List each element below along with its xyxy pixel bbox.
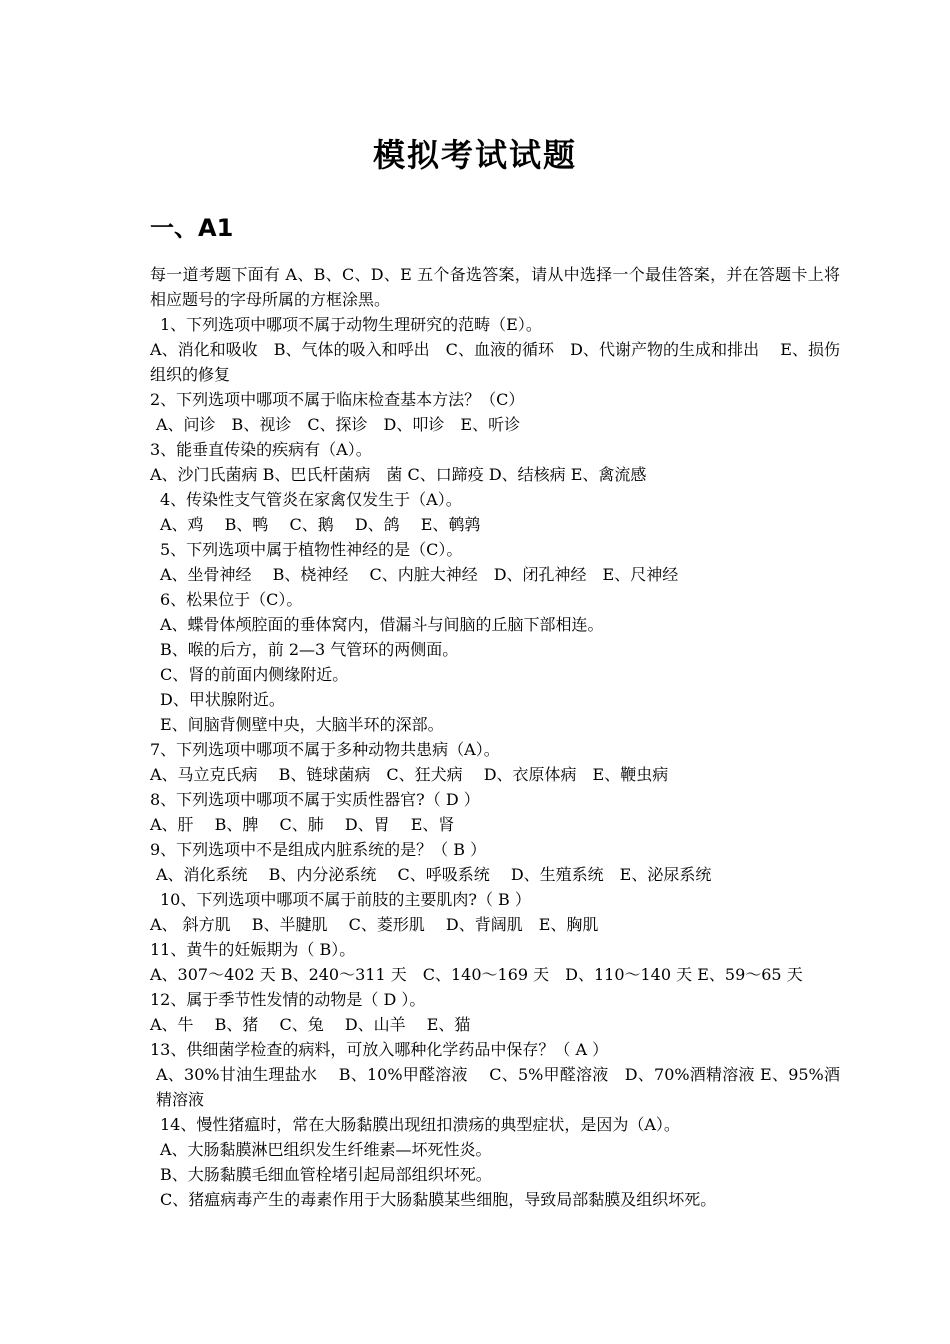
options-2: A、问诊 B、视诊 C、探诊 D、叩诊 E、听诊 <box>156 415 521 434</box>
option-6b: B、喉的后方，前 2—3 气管环的两侧面。 <box>160 640 459 659</box>
question-14: 14、慢性猪瘟时，常在大肠黏膜出现纽扣溃疡的典型症状，是因为（A）。 <box>160 1115 680 1134</box>
question-8: 8、下列选项中哪项不属于实质性器官?（ D ） <box>150 790 480 809</box>
question-10: 10、下列选项中哪项不属于前肢的主要肌肉?（ B ） <box>160 890 531 909</box>
instructions: 每一道考题下面有 A、B、C、D、E 五个备选答案，请从中选择一个最佳答案，并在答题卡上将相应题号的字母所属的方框涂黑。 <box>150 265 840 309</box>
question-4: 4、传染性支气管炎在家禽仅发生于（A）。 <box>160 490 462 509</box>
page-title: 模拟考试试题 <box>372 136 577 174</box>
question-3: 3、能垂直传染的疾病有（A）。 <box>150 440 372 459</box>
options-1: A、消化和吸收 B、气体的吸入和呼出 C、血液的循环 D、代谢产物的生成和排出 E、损伤组织的修复 <box>150 340 840 384</box>
options-3: A、沙门氏菌病 B、巴氏杆菌病 菌 C、口蹄疫 D、结核病 E、禽流感 <box>150 465 647 484</box>
question-9: 9、下列选项中不是组成内脏系统的是？（ B ） <box>150 840 487 859</box>
option-6c: C、肾的前面内侧缘附近。 <box>160 665 349 684</box>
options-4: A、鸡 B、鸭 C、鹅 D、鸽 E、鹌鹑 <box>160 515 481 534</box>
question-2: 2、下列选项中哪项不属于临床检查基本方法？（C） <box>150 390 525 409</box>
question-body <box>114 262 840 1212</box>
options-8: A、肝 B、脾 C、肺 D、胃 E、肾 <box>150 815 455 834</box>
option-6e: E、间脑背侧壁中央，大脑半环的深部。 <box>160 715 444 734</box>
option-6a: A、蝶骨体颅腔面的垂体窝内，借漏斗与间脑的丘脑下部相连。 <box>160 615 604 634</box>
question-13: 13、供细菌学检查的病料，可放入哪种化学药品中保存？（ A ） <box>150 1040 609 1059</box>
section-heading: 一、A1 <box>150 214 234 242</box>
question-5: 5、下列选项中属于植物性神经的是（C）。 <box>160 540 463 559</box>
options-10: A、 斜方肌 B、半腱肌 C、菱形肌 D、背阔肌 E、胸肌 <box>150 915 599 934</box>
options-13: A、30%甘油生理盐水 B、10%甲醛溶液 C、5%甲醛溶液 D、70%酒精溶液 E、95%酒精溶液 <box>156 1065 840 1109</box>
option-14a: A、大肠黏膜淋巴组织发生纤维素—坏死性炎。 <box>160 1140 492 1159</box>
question-6: 6、松果位于（C）。 <box>160 590 303 609</box>
question-12: 12、属于季节性发情的动物是（ D ）。 <box>150 990 426 1009</box>
option-6d: D、甲状腺附近。 <box>160 690 285 709</box>
options-11: A、307～402 天 B、240～311 天 C、140～169 天 D、110～140 天 E、59～65 天 <box>150 965 803 984</box>
question-7: 7、下列选项中哪项不属于多种动物共患病（A）。 <box>150 740 500 759</box>
options-9: A、消化系统 B、内分泌系统 C、呼吸系统 D、生殖系统 E、泌尿系统 <box>156 865 712 884</box>
option-14c: C、猪瘟病毒产生的毒素作用于大肠黏膜某些细胞，导致局部黏膜及组织坏死。 <box>160 1190 717 1209</box>
option-14b: B、大肠黏膜毛细血管栓堵引起局部组织坏死。 <box>160 1165 492 1184</box>
options-12: A、牛 B、猪 C、兔 D、山羊 E、猫 <box>150 1015 471 1034</box>
options-5: A、坐骨神经 B、桡神经 C、内脏大神经 D、闭孔神经 E、尺神经 <box>160 565 679 584</box>
options-7: A、马立克氏病 B、链球菌病 C、狂犬病 D、衣原体病 E、鞭虫病 <box>150 765 669 784</box>
question-11: 11、黄牛的妊娠期为（ B）。 <box>150 940 356 959</box>
question-1: 1、下列选项中哪项不属于动物生理研究的范畴（E）。 <box>160 315 542 334</box>
